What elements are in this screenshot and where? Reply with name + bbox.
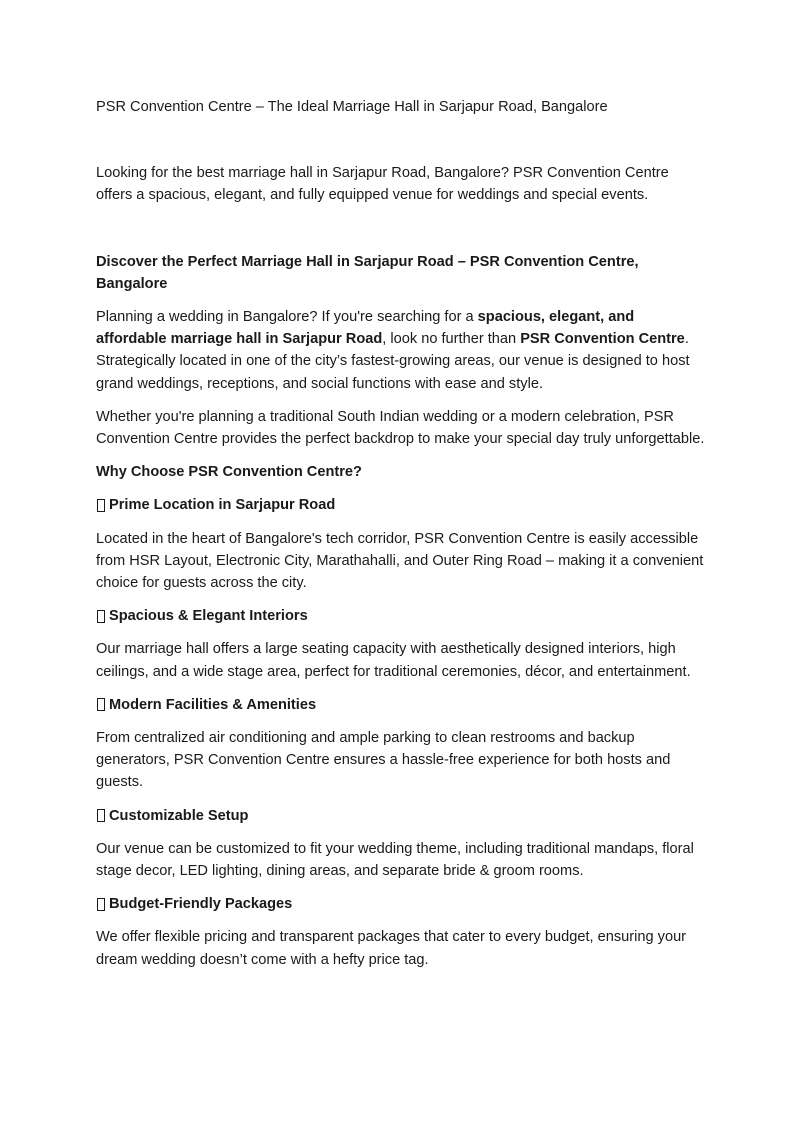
document-title: PSR Convention Centre – The Ideal Marriage Hall in Sarjapur Road, Bangalore: [96, 99, 608, 115]
why-choose-heading: Why Choose PSR Convention Centre?: [96, 464, 362, 481]
missing-glyph-icon: [97, 499, 105, 512]
missing-glyph-icon: [97, 898, 105, 911]
document-page: [96, 96, 706, 982]
feature-heading: [96, 605, 706, 627]
paragraph-celebration: Whether you're planning a traditional South Indian wedding or a modern celebration, PSR Convention Centre provides the perfect backdrop to make your special day truly unforgettable.: [96, 408, 705, 448]
feature-title: Modern Facilities & Amenities: [109, 696, 317, 713]
missing-glyph-icon: [97, 698, 105, 711]
feature-heading: [96, 893, 706, 915]
feature-text: We offer flexible pricing and transparent packages that cater to every budget, ensuring your dream wedding doesn’t come with a hefty price tag.: [96, 929, 687, 968]
feature-title: Spacious & Elegant Interiors: [109, 608, 308, 625]
feature-title: Budget-Friendly Packages: [109, 896, 293, 913]
feature-heading: [96, 805, 706, 827]
paragraph-planning-text-3: . Strategically located in one of the city’s fastest-growing areas, our venue is designed to host grand weddings, receptions, and social functions with ease and style.: [96, 331, 690, 392]
missing-glyph-icon: [97, 809, 105, 822]
section-heading: Discover the Perfect Marriage Hall in Sarjapur Road – PSR Convention Centre, Bangalore: [96, 253, 639, 292]
intro-paragraph: Looking for the best marriage hall in Sarjapur Road, Bangalore? PSR Convention Centre offers a spacious, elegant, and fully equipped venue for weddings and special events.: [96, 165, 669, 204]
feature-title: Customizable Setup: [109, 807, 249, 824]
feature-text: Located in the heart of Bangalore's tech corridor, PSR Convention Centre is easily accessible from HSR Layout, Electronic City, Marathahalli, and Outer Ring Road – making it a convenient choice for guests across the city.: [96, 530, 704, 592]
paragraph-planning-text-2: , look no further than: [382, 331, 521, 348]
feature-heading: [96, 494, 706, 516]
feature-title: Prime Location in Sarjapur Road: [109, 497, 336, 514]
feature-text: From centralized air conditioning and ample parking to clean restrooms and backup generators, PSR Convention Centre ensures a hassle-free experience for both hosts and guests.: [96, 730, 671, 791]
feature-text: Our venue can be customized to fit your wedding theme, including traditional mandaps, floral stage decor, LED lighting, dining areas, and separate bride & groom rooms.: [96, 840, 694, 880]
paragraph-planning-text-1: Planning a wedding in Bangalore? If you're searching for a: [96, 309, 478, 326]
missing-glyph-icon: [97, 610, 105, 623]
paragraph-planning: [96, 306, 706, 395]
feature-text: Our marriage hall offers a large seating capacity with aesthetically designed interiors, high ceilings, and a wide stage area, perfect for traditional ceremonies, décor, and entertainment.: [96, 641, 691, 680]
feature-heading: [96, 694, 706, 716]
paragraph-planning-bold-1: spacious, elegant, and affordable marriage hall in Sarjapur Road: [96, 309, 635, 348]
paragraph-planning-bold-2: PSR Convention Centre: [520, 331, 685, 348]
